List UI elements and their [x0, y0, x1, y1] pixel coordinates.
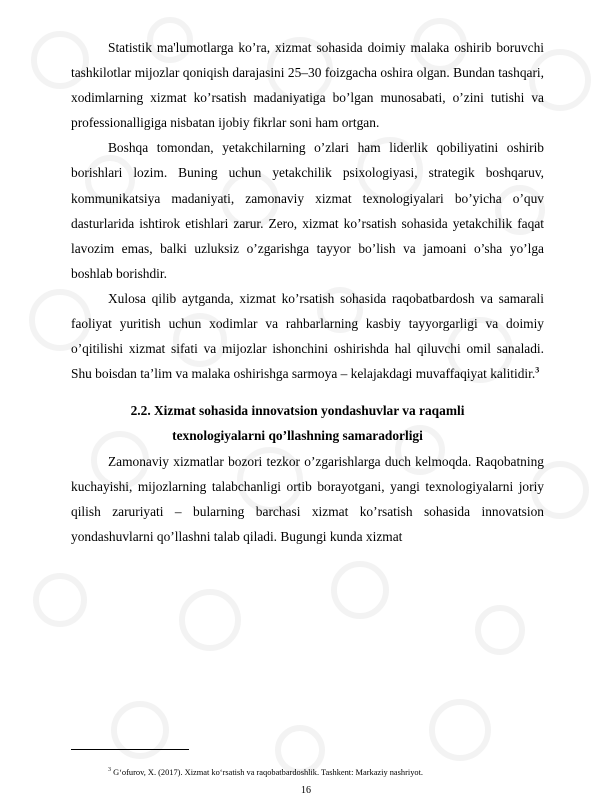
footnote-text: G‘ofurov, X. (2017). Xizmat ko‘rsatish va raqobatbardoshlik. Tashkent: Markaziy nashriyot.: [113, 768, 424, 777]
page-number: 16: [301, 785, 311, 796]
paragraph-2: Boshqa tomondan, yetakchilarning o’zlari ham liderlik qobiliyatini oshirib borishlari lozim. Buning uchun yetakchilik psixologiyasi, strategik boshqaruv, kommunikatsiya madaniyati, zamonaviy xizmat texnologiyalari bo’yicha o’quv dasturlarida ishtirok etishlari zarur. Zero, xizmat ko’rsatish sohasida yetakchilik faqat lavozim emas, balki uzluksiz o’zgarishga tayyor bo’lish va jamoani o’sha yo’lga boshlab borishdir.: [71, 140, 544, 281]
section-heading: [71, 398, 544, 448]
paragraph-1: Statistik ma'lumotlarga ko’ra, xizmat sohasida doimiy malaka oshirib boruvchi tashkilotlar mijozlar qoniqish darajasini 25–30 foizgacha oshira olgan. Bundan tashqari, xodimlarning xizmat ko’rsatish madaniyatiga bo’lgan munosabati, o’zini tutishi va professionalligiga nisbatan ijobiy fikrlar soni ham ortgan.: [71, 40, 544, 131]
section-heading-line-2: texnologiyalarni qo’llashning samaradorligi: [172, 428, 423, 444]
footnote-mark: 3: [108, 767, 111, 774]
footnote-divider: [71, 749, 189, 750]
footnote-reference[interactable]: 3: [535, 365, 540, 375]
paragraph-4: Zamonaviy xizmatlar bozori tezkor o’zgarishlarga duch kelmoqda. Raqobatning kuchayishi, mijozlarning talabchanligi ortib borayotgani, yangi texnologiyalarni joriy qilish zaruriyati – bularning barchasi xizmat ko’rsatish sohasida innovatsion yondashuvlarni qo’llashni talab qiladi. Bugungi kunda xizmat: [71, 453, 544, 544]
paragraph-3: [71, 286, 544, 386]
footnote: [108, 768, 423, 778]
main-text: [71, 35, 544, 549]
section-heading-line-1: 2.2. Xizmat sohasida innovatsion yondashuvlar va raqamli: [130, 403, 465, 419]
paragraph-3-text: Xulosa qilib aytganda, xizmat ko’rsatish sohasida raqobatbardosh va samarali faoliyat yuritish uchun xodimlar va rahbarlarning kasbiy tayyorgarligi va doimiy o’qitilishi xizmat sifati va mijozlar ishonchini oshirishda hal qiluvchi omil sanaladi. Shu boisdan ta’lim va malaka oshirishga sarmoya – kelajakdagi muvaffaqiyat kalitidir.: [71, 290, 544, 382]
